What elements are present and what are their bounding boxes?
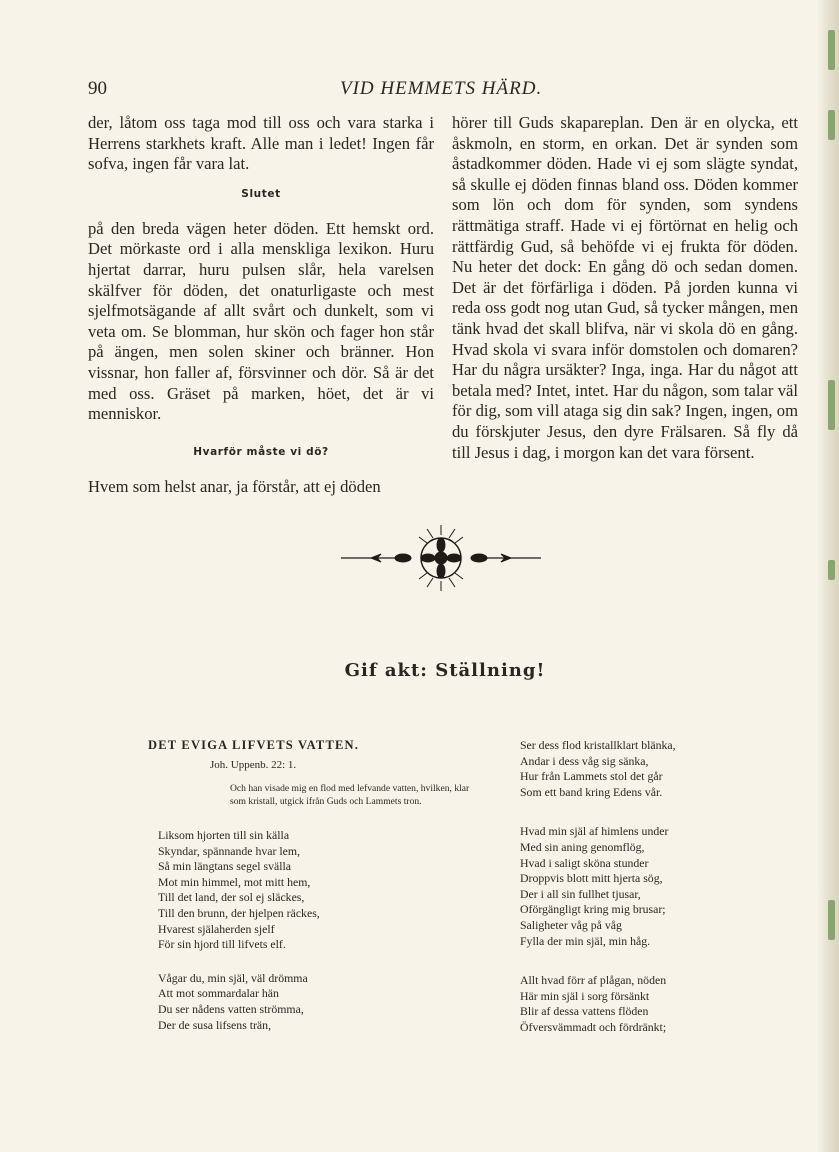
- verse-line: Mot min himmel, mot mitt hem,: [158, 874, 311, 889]
- verse-line: Blir af dessa vattens flöden: [520, 1004, 649, 1019]
- edge-tab: [828, 30, 835, 70]
- paragraph: hörer till Guds skapareplan. Den är en olycka, ett åskmoln, en storm, en orkan. Det är synden som åstadkommer döden. Hade vi ej som slägte syndat, så skulle ej döden finnas bland oss. Döden kommer som lön och dom för synden, som syndens rättmätiga straff. Hade vi ej förtörnat en helig och rättfärdig Gud, så behöfde vi ej frukta för döden. Nu heter det dock: En gång dö och sedan domen. Det är det förfärliga i döden. På jorden kunna vi reda oss godt nog utan Gud, så tycker mången, men tänk hvad det skall blifva, när vi skola dö en gång. Hvad skola vi svara inför domstolen och domaren? Har du några ursäkter? Inga, inga. Har du något att betala med? Intet, intet. Har du någon, som talar väl för dig, som vill ataga sig din sak? Ingen, ingen, om du förskjuter Jesus, den dyre Frälsaren. Så fly då till Jesus i dag, i morgon kan det vara försent.: [452, 113, 798, 462]
- poem-left-column: [148, 738, 470, 1051]
- edge-tab: [828, 110, 835, 140]
- verse-line: Öfversvämmadt och fördränkt;: [520, 1019, 667, 1034]
- verse-line: Skyndar, spännande hvar lem,: [158, 843, 301, 858]
- verse-line: Här min själ i sorg försänkt: [520, 988, 650, 1003]
- verse-line: Som ett band kring Edens vår.: [520, 784, 663, 799]
- verse-line: Der i all sin fullhet tjusar,: [520, 886, 641, 901]
- verse-line: Att mot sommardalar hän: [158, 986, 279, 1001]
- verse-line: Liksom hjorten till sin källa: [158, 828, 290, 842]
- paragraph: Hvem som helst anar, ja förstår, att ej döden: [88, 476, 381, 496]
- article-column-left: [88, 113, 434, 497]
- stanza: [520, 738, 800, 800]
- stanza: [158, 828, 448, 953]
- verse-line: Hvad min själ af himlens under: [520, 824, 669, 839]
- page-number: 90: [88, 78, 107, 99]
- verse-line: Du ser nådens vatten strömma,: [158, 1001, 304, 1016]
- stanza: [520, 824, 800, 949]
- running-title: VID HEMMETS HÄRD.: [340, 78, 543, 99]
- page-header: [0, 78, 839, 102]
- verse-line: Droppvis blott mitt hjerta sög,: [520, 871, 663, 886]
- poem-title: DET EVIGA LIFVETS VATTEN.: [148, 738, 360, 752]
- page-edge: [817, 0, 839, 1152]
- verse-line: Med sin aning genomflög,: [520, 839, 645, 854]
- banner-heading: Gif akt: Ställning!: [344, 660, 546, 681]
- edge-tab: [828, 900, 835, 940]
- section-heading: Slutet: [241, 187, 281, 200]
- verse-line: Så min längtans segel svälla: [158, 859, 292, 874]
- verse-line: Andar i dess våg sig sänka,: [520, 753, 649, 768]
- verse-line: Ser dess flod kristallklart blänka,: [520, 738, 676, 752]
- verse-line: Oförgängligt kring mig brusar;: [520, 902, 666, 917]
- edge-tab: [828, 560, 835, 580]
- section-heading: Hvarför måste vi dö?: [193, 445, 329, 458]
- poem-epigraph: Och han visade mig en flod med lefvande vatten, hvilken, klar som kristall, utgick ifrån Guds och Lammets tron.: [230, 783, 470, 807]
- verse-line: Allt hvad förr af plågan, nöden: [520, 973, 667, 988]
- verse-line: Hur från Lammets stol det går: [520, 769, 663, 784]
- article-column-right: [452, 113, 798, 463]
- verse-line: Vågar du, min själ, väl drömma: [158, 970, 308, 985]
- verse-line: Der de susa lifsens trän,: [158, 1017, 272, 1032]
- poem-reference: Joh. Uppenb. 22: 1.: [210, 758, 297, 771]
- verse-line: Hvad i saligt sköna stunder: [520, 855, 649, 870]
- verse-line: Saligheter våg på våg: [520, 917, 622, 932]
- edge-tab: [828, 380, 835, 430]
- paragraph: der, låtom oss taga mod till oss och vara starka i Herrens starkhets kraft. Alle man i ledet! Ingen får sofva, ingen får vara lat.: [88, 113, 434, 174]
- paragraph: på den breda vägen heter döden. Ett hemskt ord. Det mörkaste ord i alla menskliga lexikon. Huru hjertat darrar, huru pulsen slår, hela varelsen skälfver för döden, det onaturligaste och mest sjelfmotsägande af allt svårt och dunkelt, som vi veta om. Se blomman, hur skön och fager hon står på ängen, men solen skiner och bränner. Hon vissnar, hon faller af, försvinner och dör. Så är det med oss. Gräset på marken, höet, det är vi menniskor.: [88, 218, 434, 424]
- verse-line: Fylla der min själ, min håg.: [520, 933, 651, 948]
- verse-line: Till det land, der sol ej släckes,: [158, 890, 305, 905]
- poem-right-column: [520, 738, 800, 1054]
- verse-line: Till den brunn, der hjelpen räckes,: [158, 905, 320, 920]
- stanza: [520, 973, 800, 1035]
- verse-line: För sin hjord till lifvets elf.: [158, 937, 286, 952]
- floral-divider-icon: [341, 523, 541, 593]
- stanza: [158, 971, 448, 1033]
- verse-line: Hvarest själaherden sjelf: [158, 921, 275, 936]
